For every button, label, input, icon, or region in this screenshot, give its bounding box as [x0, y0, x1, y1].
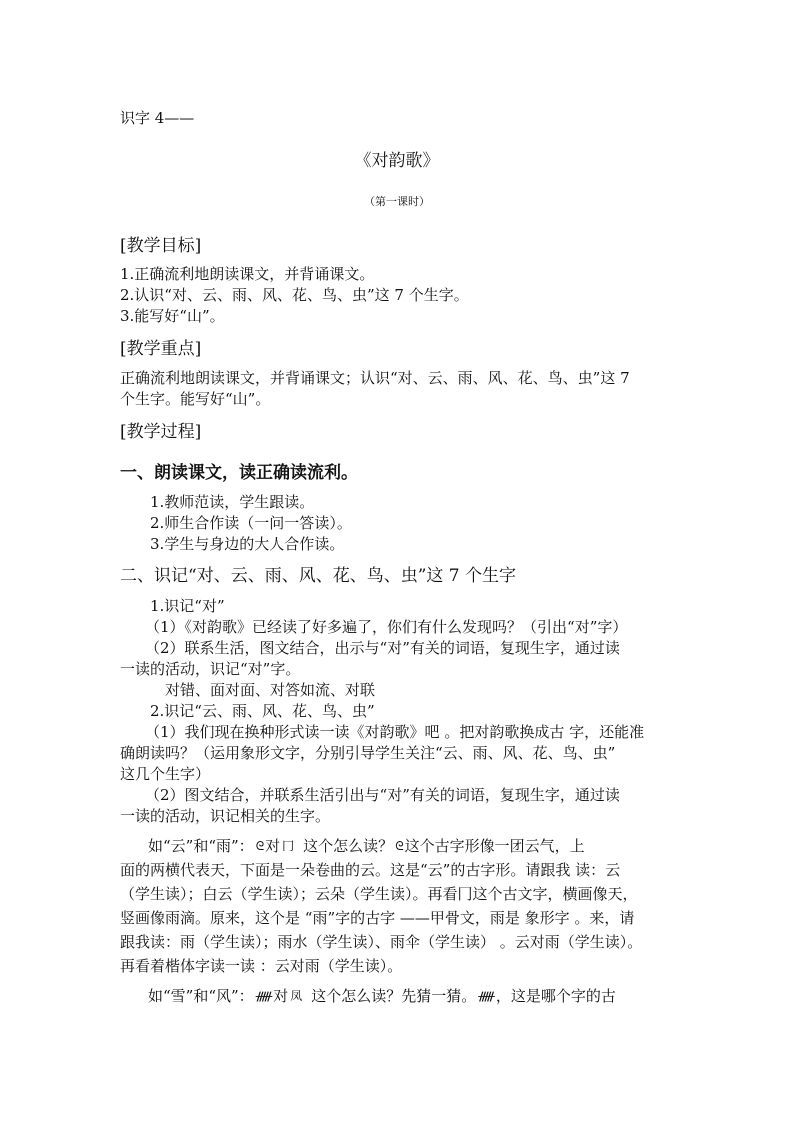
part2-line: 2.识记“云、雨、风、花、鸟、虫” [150, 702, 375, 720]
ancient-yun-glyph-icon: ᘓ [255, 839, 264, 853]
part1-item: 2.师生合作读（一问一答读）。 [150, 514, 352, 532]
part2-line: （2）联系生活，图文结合，出示与“对”有关的词语，复现生字，通过读 [145, 639, 620, 657]
example-text: 对 [273, 987, 289, 1005]
example-text: 如“雪”和“风”： [148, 987, 254, 1005]
ancient-xue-glyph-icon: ᚏ [255, 989, 272, 1003]
example-text: 这个怎么读？先猜一猜。 [311, 987, 477, 1005]
example-line: 再看着楷体字读一读 ：云对雨（学生读）。 [120, 957, 403, 975]
lesson-period: （第一课时） [364, 195, 430, 208]
goal-item: 3.能写好“山”。 [120, 307, 225, 325]
part1-item: 1.教师范读，学生跟读。 [150, 493, 315, 511]
example-text: 这个古字形像一团云气，上 [404, 837, 585, 855]
example-line: 面的两横代表天，下面是一朵卷曲的云。这是“云”的古字形。请跟我 读：云 [120, 861, 621, 879]
part2-line: 这几个生字） [120, 765, 211, 783]
focus-text-line: 个生字。能写好“山”。 [120, 390, 271, 408]
example-text: ，这是哪个字的古 [495, 987, 616, 1005]
ancient-feng-glyph-icon: 凤 [290, 989, 302, 1003]
example-line [148, 836, 585, 856]
goals-heading: [教学目标] [120, 236, 202, 256]
part2-line: 确朗读吗？（运用象形文字，分别引导学生关注“云、雨、风、花、鸟、虫” [120, 744, 616, 762]
page-title: 《对韵歌》 [354, 151, 440, 171]
part2-title: 二、识记“对、云、雨、风、花、鸟、虫”这 7 个生字 [120, 566, 517, 586]
ancient-xue-glyph-icon: ᚏ [478, 989, 494, 1003]
part2-line: （1）《对韵歌》已经读了好多遍了，你们有什么发现吗？（引出“对”字） [145, 618, 628, 636]
example-line [148, 986, 616, 1006]
part2-line: 1.识记“对” [150, 597, 225, 615]
part2-line: 对错、面对面、对答如流、对联 [165, 681, 376, 699]
focus-heading: [教学重点] [120, 339, 202, 359]
focus-text-line: 正确流利地朗读课文，并背诵课文；认识“对、云、雨、风、花、鸟、虫”这 7 [120, 369, 630, 387]
goal-item: 2.认识“对、云、雨、风、花、鸟、虫”这 7 个生字。 [120, 286, 469, 304]
lesson-label: 识字 4—— [120, 109, 195, 127]
example-text: 如“云”和“雨”： [148, 837, 254, 855]
goal-item: 1.正确流利地朗读课文，并背诵课文。 [120, 265, 375, 283]
example-text: 这个怎么读？ [303, 837, 394, 855]
part1-title: 一、朗读课文，读正确读流利。 [120, 463, 358, 483]
part2-line: （1）我们现在换种形式读一读《对韵歌》吧 。把对韵歌换成古 字，还能准 [145, 723, 645, 741]
ancient-yu-glyph-icon: 冂 [282, 839, 294, 853]
example-line: 跟我读：雨（学生读）；雨水（学生读）、雨伞（学生读） 。云对雨（学生读）。 [120, 933, 643, 951]
part1-item: 3.学生与身边的大人合作读。 [150, 535, 345, 553]
part2-line: 一读的活动，识记“对”字。 [120, 660, 301, 678]
example-line: 竖画像雨滴。原来，这个是 “雨”字的古字 ——甲骨文，雨是 象形字 。来，请 [120, 909, 635, 927]
part2-line: 一读的活动，识记相关的生字。 [120, 807, 331, 825]
example-text: 对 [265, 837, 281, 855]
process-heading: [教学过程] [120, 422, 202, 442]
ancient-yun-glyph-icon: ᘓ [395, 839, 403, 853]
example-line: （学生读）；白云（学生读）；云朵（学生读）。再看冂这个古文字，横画像天， [120, 885, 638, 903]
part2-line: （2）图文结合，并联系生活引出与“对”有关的词语，复现生字，通过读 [145, 786, 620, 804]
